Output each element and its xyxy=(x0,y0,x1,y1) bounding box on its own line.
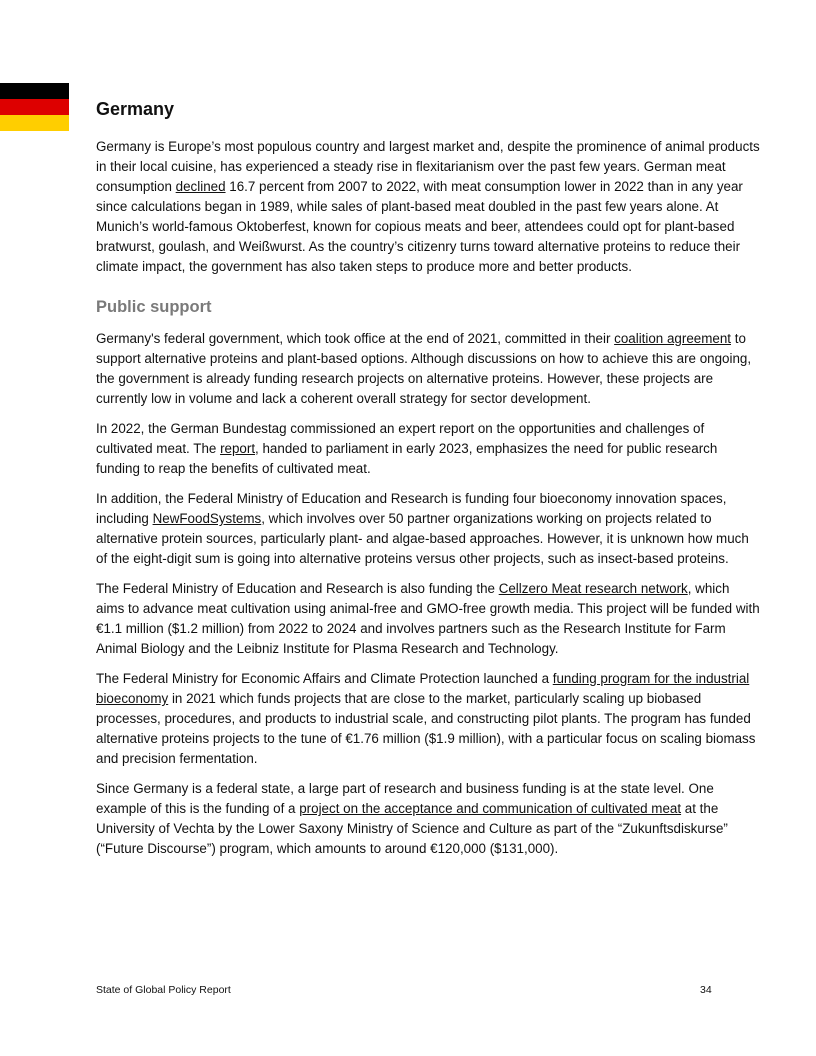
link-report[interactable]: report xyxy=(220,441,256,456)
paragraph-coalition xyxy=(96,329,760,409)
paragraph-state-funding xyxy=(96,779,760,859)
footer-report-name: State of Global Policy Report xyxy=(96,984,231,996)
p2-text-1: In 2022, the German Bundestag commissioned an expert report on the opportunities and challenges of cultivated meat. The xyxy=(96,421,705,456)
link-funding-program[interactable]: funding program for the industrial bioeconomy xyxy=(96,671,750,706)
link-declined[interactable]: declined xyxy=(175,179,226,194)
link-coalition-agreement[interactable]: coalition agreement xyxy=(614,331,731,346)
p2-text-2: , handed to parliament in early 2023, emphasizes the need for public research funding to reap the benefits of cultivated meat. xyxy=(96,441,718,476)
p6-text-2: at the University of Vechta by the Lower Saxony Ministry of Science and Culture as part of the “Zukunftsdiskurse” (“Future Discourse”) program, which amounts to around €120,000 ($131,000). xyxy=(96,801,728,856)
flag-band-red xyxy=(0,99,69,115)
p5-text-2: in 2021 which funds projects that are close to the market, particularly scaling up biobased processes, procedures, and products to industrial scale, and constructing pilot plants. The program has funded alternative proteins projects to the tune of €1.76 million ($1.9 million), with a particular focus on scaling biomass and precision fermentation. xyxy=(96,691,756,766)
link-newfoodsystems[interactable]: NewFoodSystems xyxy=(152,511,262,526)
p1-text-2: to support alternative proteins and plant-based options. Although discussions on how to achieve this are ongoing, the government is already funding research projects on alternative proteins. However, these projects are currently low in volume and lack a coherent overall strategy for sector development. xyxy=(96,331,752,406)
intro-text-2: 16.7 percent from 2007 to 2022, with meat consumption lower in 2022 than in any year since calculations began in 1989, while sales of plant-based meat doubled in the past few years alone. At Munich’s world-famous Oktoberfest, known for copious meats and beer, attendees could opt for plant-based bratwurst, goulash, and Weißwurst. As the country’s citizenry turns toward alternative proteins to reduce their climate impact, the government has also taken steps to produce more and better products. xyxy=(96,179,743,274)
paragraph-bioeconomy-funding xyxy=(96,669,760,769)
p1-text-1: Germany's federal government, which took office at the end of 2021, committed in their xyxy=(96,331,615,346)
flag-band-black xyxy=(0,83,69,99)
p4-text-2: , which aims to advance meat cultivation using animal-free and GMO-free growth media. This project will be funded with €1.1 million ($1.2 million) from 2022 to 2024 and involves partners such as the Research Institute for Farm Animal Biology and the Leibniz Institute for Plasma Research and Technology. xyxy=(96,581,760,656)
p4-text-1: The Federal Ministry of Education and Research is also funding the xyxy=(96,581,499,596)
paragraph-cellzero xyxy=(96,579,760,659)
intro-paragraph xyxy=(96,137,760,277)
link-cellzero-meat[interactable]: Cellzero Meat research network xyxy=(498,581,688,596)
paragraph-bundestag xyxy=(96,419,760,479)
p3-text-1: In addition, the Federal Ministry of Education and Research is funding four bioeconomy innovation spaces, including xyxy=(96,491,727,526)
flag-band-gold xyxy=(0,115,69,131)
paragraph-innovation-spaces xyxy=(96,489,760,569)
intro-text-1: Germany is Europe’s most populous country and largest market and, despite the prominence of animal products in their local cuisine, has experienced a steady rise in flexitarianism over the past few years. German meat consumption xyxy=(96,139,760,194)
footer-page-number: 34 xyxy=(700,984,712,996)
subsection-title: Public support xyxy=(96,298,212,316)
link-vechta-project[interactable]: project on the acceptance and communication of cultivated meat xyxy=(299,801,682,816)
main-content xyxy=(96,95,760,869)
section-title: Germany xyxy=(96,99,175,119)
germany-flag-icon xyxy=(0,83,69,131)
p5-text-1: The Federal Ministry for Economic Affairs and Climate Protection launched a xyxy=(96,671,553,686)
p6-text-1: Since Germany is a federal state, a large part of research and business funding is at the state level. One example of this is the funding of a xyxy=(96,781,714,816)
p3-text-2: , which involves over 50 partner organizations working on projects related to alternative protein sources, particularly plant- and algae-based approaches. However, it is unknown how much of the eight-digit sum is going into alternative proteins versus other projects, such as insect-based proteins. xyxy=(96,511,749,566)
